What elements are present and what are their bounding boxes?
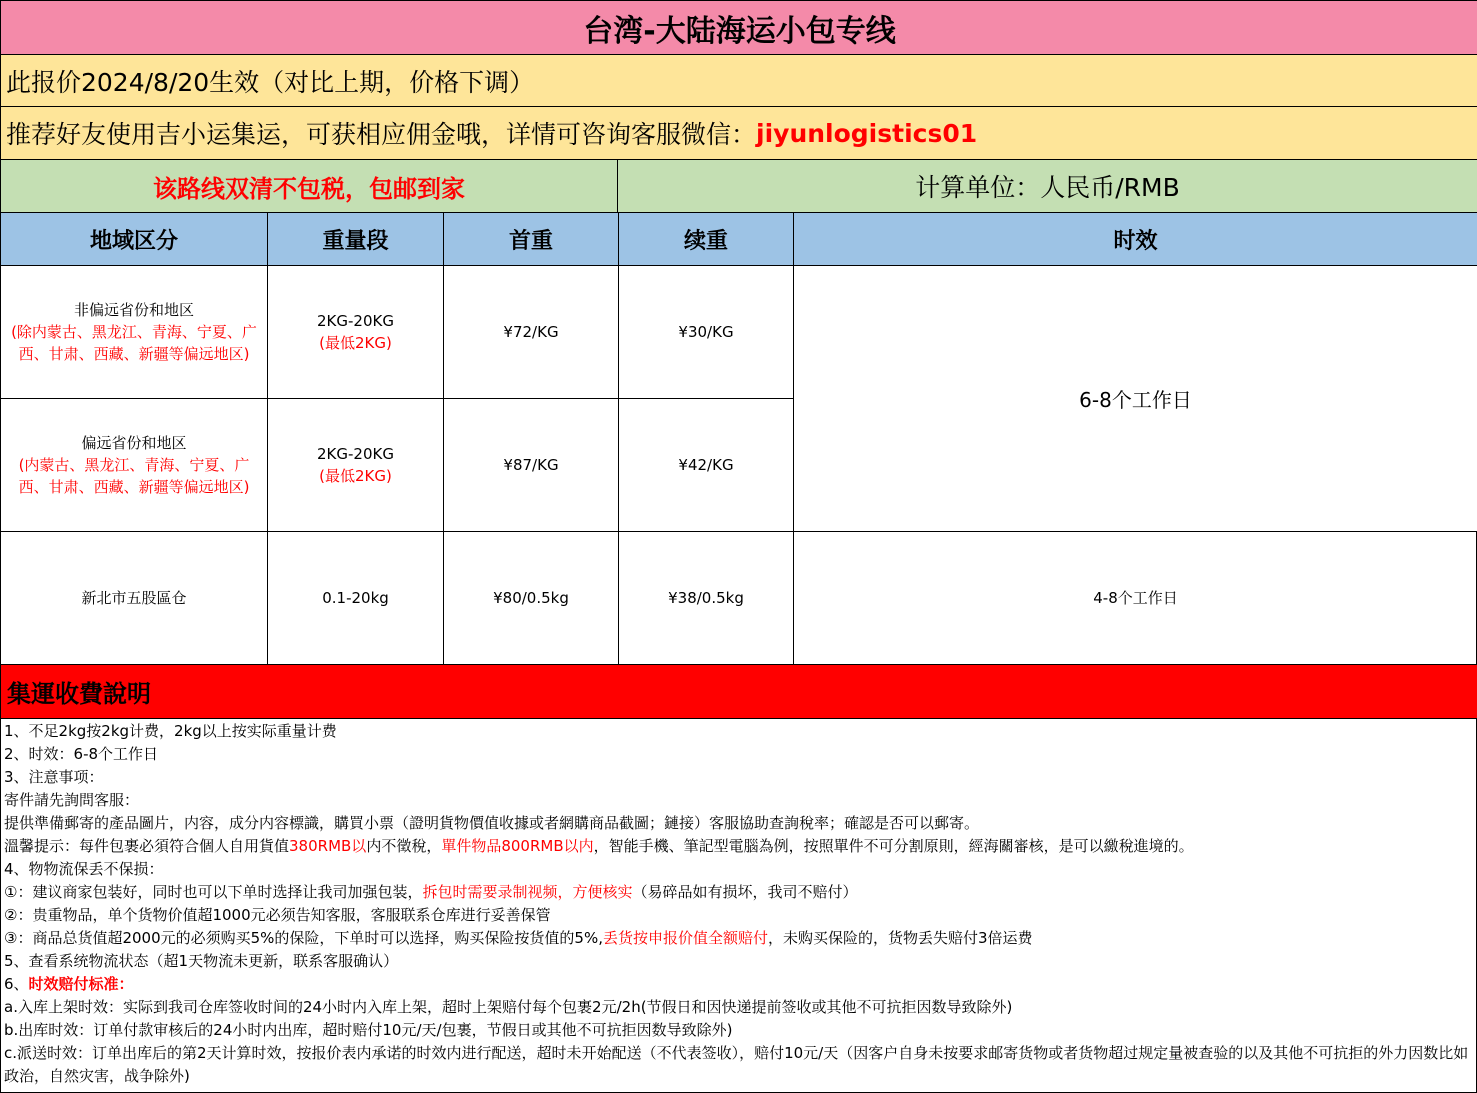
delivery-time: 4-8个工作日 [1093,589,1178,607]
note-line: 3、注意事项： [4,768,104,786]
title-banner [1,1,1477,55]
note-text: 6、 [4,975,29,993]
note-line: 4、物物流保丢不保损： [4,860,164,878]
note-text: ，未购买保险的，货物丢失赔付3倍运费 [768,929,1033,947]
note-line: 1、不足2kg按2kg计费，2kg以上按实际重量计费 [4,722,337,740]
fee-section-header [1,665,1477,719]
page-title: 台湾-大陆海运小包专线 [583,13,896,49]
referral-row [1,107,1477,160]
fee-section-title: 集運收費說明 [7,680,151,708]
weight-range: 2KG-20KG [317,312,394,330]
note-highlight: 时效赔付标准： [28,975,134,993]
region-cell [1,266,268,398]
additional-weight-price: ¥30/KG [619,266,794,398]
referral-text: 推荐好友使用吉小运集运，可获相应佣金哦，详情可咨询客服微信： [6,120,757,149]
note-line [4,881,1474,904]
note-line: a.入库上架时效：实际到我司仓库签收时间的24小时内入库上架，超时上架赔付每个包裹2元/2h(节假日和因快递提前签收或其他不可抗拒因数导致除外) [4,998,1013,1016]
note-highlight: 丢货按申报价值全额赔付 [603,929,769,947]
note-line: 5、查看系统物流状态（超1天物流未更新，联系客服确认） [4,952,399,970]
first-weight-price: ¥80/0.5kg [444,532,619,664]
effective-notice: 此报价2024/8/20生效（对比上期，价格下调） [6,67,535,97]
region-name: 偏远省份和地区 [81,434,187,452]
region-note: (内蒙古、黑龙江、青海、宁夏、广西、甘肃、西藏、新疆等偏远地区) [18,456,250,496]
region-name: 新北市五股區仓 [1,532,268,664]
currency-note: 计算单位：人民币/RMB [915,173,1180,202]
weight-minimum: (最低2KG) [319,467,392,485]
region-note: (除内蒙古、黑龙江、青海、宁夏、广西、甘肃、西藏、新疆等偏远地区) [11,323,257,363]
header-first-weight: 首重 [444,213,619,265]
first-weight-price: ¥72/KG [444,266,619,398]
table-row [1,532,1477,665]
note-line: 提供準備郵寄的產品圖片，内容，成分内容標識，購買小票（證明貨物價值收據或者網購商品截圖；鏈接）客服協助查詢稅率；確認是否可以郵寄。 [4,814,980,832]
weight-range: 2KG-20KG [317,445,394,463]
note-line [4,835,1474,858]
weight-minimum: (最低2KG) [319,334,392,352]
note-line [4,927,1474,950]
note-line: b.出库时效：订单付款审核后的24小时内出库，超时赔付10元/天/包裹，节假日或其他不可抗拒因数导致除外) [4,1021,733,1039]
table-header [1,213,1477,266]
note-line: 寄件請先詢問客服： [4,791,140,809]
note-line: 2、时效：6-8个工作日 [4,745,159,763]
route-info-row [1,160,1477,213]
header-weight: 重量段 [268,213,444,265]
header-additional-weight: 续重 [619,213,794,265]
delivery-time-merged: 6-8个工作日 [794,266,1477,532]
note-text: 内不徵稅， [366,837,442,855]
note-highlight: 拆包时需要录制视频，方便核实 [422,883,633,901]
weight-cell [268,399,444,531]
region-name: 非偏远省份和地区 [73,301,194,319]
note-text: ①：建议商家包装好，同时也可以下单时选择让我司加强包装， [4,883,423,901]
note-text: ，智能手機、筆記型電腦為例，按照單件不可分割原則，經海關審核，是可以繳稅進境的。 [593,837,1194,855]
note-highlight: 單件物品800RMB以内 [441,837,594,855]
note-line: ②：贵重物品，单个货物价值超1000元必须告知客服，客服联系仓库进行妥善保管 [4,906,551,924]
effective-notice-row [1,55,1477,107]
fee-notes [4,720,1474,1088]
tax-note: 该路线双清不包税，包邮到家 [1,160,618,212]
region-cell [1,399,268,531]
additional-weight-price: ¥42/KG [619,399,794,531]
first-weight-price: ¥87/KG [444,399,619,531]
header-region: 地域区分 [1,213,268,265]
note-text: （易碎品如有损坏，我司不赔付） [632,883,858,901]
note-line: c.派送时效：订单出库后的第2天计算时效，按报价表内承诺的时效内进行配送，超时未开始配送（不代表签收），赔付10元/天（因客户自身未按要求邮寄货物或者货物超过规定量被查验的以及其他不可抗拒的外力因数比如政治，自然灾害，战争除外) [4,1044,1469,1085]
note-line [4,973,1474,996]
weight-range: 0.1-20kg [268,532,444,664]
note-highlight: 380RMB以 [289,837,367,855]
additional-weight-price: ¥38/0.5kg [619,532,794,664]
note-text: ③：商品总货值超2000元的必须购买5%的保险，下单时可以选择，购买保险按货值的5%, [4,929,603,947]
wechat-id: jiyunlogistics01 [756,118,978,148]
weight-cell [268,266,444,398]
note-text: 溫馨提示：每件包裹必須符合個人自用貨值 [4,837,290,855]
header-delivery-time: 时效 [1113,228,1158,254]
